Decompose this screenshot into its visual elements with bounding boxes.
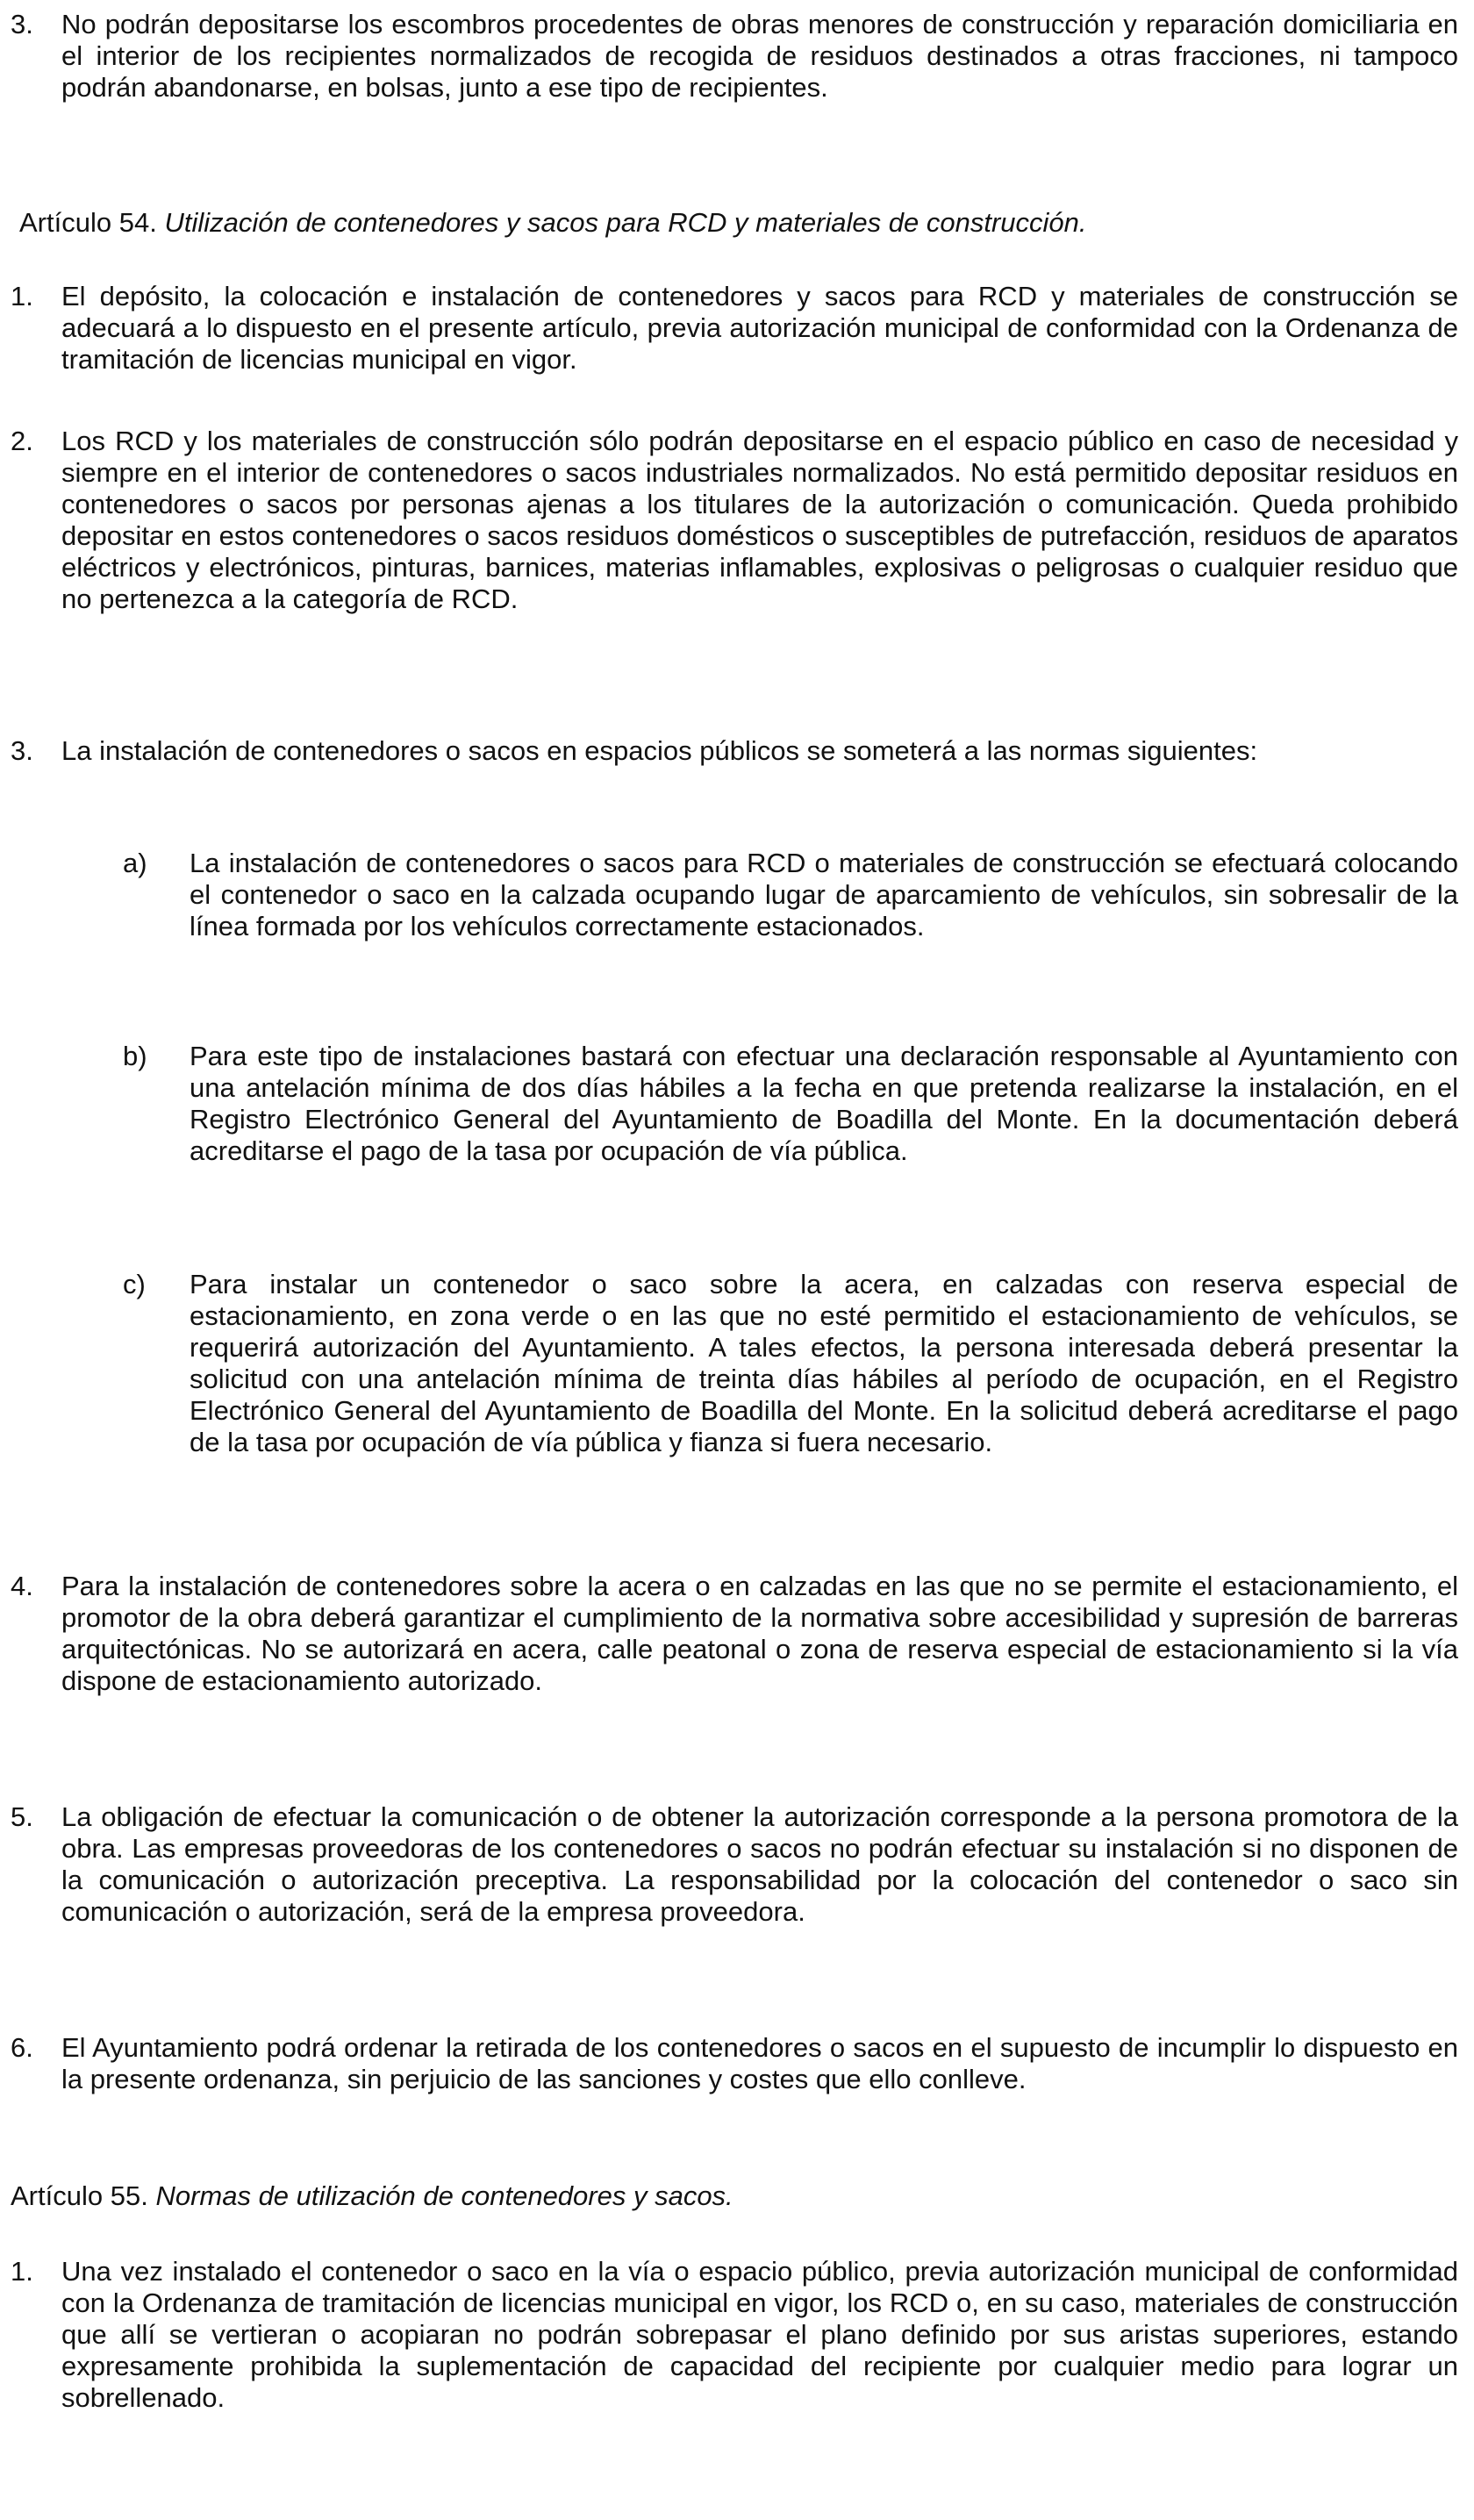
item-number: 1. [11, 2256, 33, 2287]
article-54-subitem-b: Para este tipo de instalaciones bastará con efectuar una declaración responsable al Ayuntamiento con una antelación mínima de dos días hábiles a la fecha en que pretenda realizarse la instalación, en el Registro Electrónico General del Ayuntamiento de Boadilla del Monte. En la documentación deberá acreditarse el pago de la tasa por ocupación de vía pública. [190, 1041, 1458, 1166]
subitem-letter: c) [123, 1269, 146, 1299]
article-54-item-5: La obligación de efectuar la comunicación o de obtener la autorización corresponde a la persona promotora de la obra. Las empresas proveedoras de los contenedores o sacos no podrán efectuar su instalación si no disponen de la comunicación o autorización preceptiva. La responsabilidad por la colocación del contenedor o saco sin comunicación o autorización, será de la empresa proveedora. [61, 1801, 1458, 1927]
article-54-subitem-c: Para instalar un contenedor o saco sobre la acera, en calzadas con reserva especial de estacionamiento, en zona verde o en las que no esté permitido el estacionamiento de vehículos, se requerirá autorización del Ayuntamiento. A tales efectos, la persona interesada deberá presentar la solicitud con una antelación mínima de treinta días hábiles al período de ocupación, en el Registro Electrónico General del Ayuntamiento de Boadilla del Monte. En la solicitud deberá acreditarse el pago de la tasa por ocupación de vía pública y fianza si fuera necesario. [190, 1269, 1458, 1457]
item-number: 3. [11, 9, 33, 39]
item-number: 3. [11, 735, 33, 766]
intro-item-text: No podrán depositarse los escombros procedentes de obras menores de construcción y reparación domiciliaria en el interior de los recipientes normalizados de recogida de residuos destinados a otras fracciones, ni tampoco podrán abandonarse, en bolsas, junto a ese tipo de recipientes. [61, 9, 1458, 103]
article-55-item-1: Una vez instalado el contenedor o saco en la vía o espacio público, previa autorización municipal de conformidad con la Ordenanza de tramitación de licencias municipal en vigor, los RCD o, en su caso, materiales de construcción que allí se vertieran o acopiaran no podrán sobrepasar el plano definido por sus aristas superiores, estando expresamente prohibida la suplementación de capacidad del recipiente por cualquier medio para lograr un sobrellenado. [61, 2256, 1458, 2413]
article-54-item-3: La instalación de contenedores o sacos en espacios públicos se someterá a las normas siguientes: [61, 735, 1258, 766]
article-54-label: Artículo 54. [19, 207, 157, 238]
article-54-subitem-a: La instalación de contenedores o sacos para RCD o materiales de construcción se efectuará colocando el contenedor o saco en la calzada ocupando lugar de aparcamiento de vehículos, sin sobresalir de la línea formada por los vehículos correctamente estacionados. [190, 848, 1458, 941]
subitem-letter: b) [123, 1041, 147, 1071]
item-number: 5. [11, 1801, 33, 1832]
article-55-label: Artículo 55. [11, 2180, 148, 2211]
article-54-item-1: El depósito, la colocación e instalación de contenedores y sacos para RCD y materiales de construcción se adecuará a lo dispuesto en el presente artículo, previa autorización municipal de conformidad con la Ordenanza de tramitación de licencias municipal en vigor. [61, 281, 1458, 375]
article-54-item-6: El Ayuntamiento podrá ordenar la retirada de los contenedores o sacos en el supuesto de incumplir lo dispuesto en la presente ordenanza, sin perjuicio de las sanciones y costes que ello conlleve. [61, 2032, 1458, 2094]
article-54-item-4: Para la instalación de contenedores sobre la acera o en calzadas en las que no se permite el estacionamiento, el promotor de la obra deberá garantizar el cumplimiento de la normativa sobre accesibilidad y supresión de barreras arquitectónicas. No se autorizará en acera, calle peatonal o zona de reserva especial de estacionamiento si la vía dispone de estacionamiento autorizado. [61, 1571, 1458, 1696]
item-number: 4. [11, 1571, 33, 1601]
article-54-item-2: Los RCD y los materiales de construcción sólo podrán depositarse en el espacio público en caso de necesidad y siempre en el interior de contenedores o sacos industriales normalizados. No está permitido depositar residuos en contenedores o sacos por personas ajenas a los titulares de la autorización o comunicación. Queda prohibido depositar en estos contenedores o sacos residuos domésticos o susceptibles de putrefacción, residuos de aparatos eléctricos y electrónicos, pinturas, barnices, materias inflamables, explosivas o peligrosas o cualquier residuo que no pertenezca a la categoría de RCD. [61, 426, 1458, 614]
article-54-heading [19, 207, 1087, 239]
item-number: 6. [11, 2032, 33, 2063]
article-55-heading [11, 2180, 733, 2212]
item-number: 2. [11, 426, 33, 456]
article-54-title: Utilización de contenedores y sacos para RCD y materiales de construcción. [164, 207, 1087, 238]
item-number: 1. [11, 281, 33, 311]
subitem-letter: a) [123, 848, 147, 878]
article-55-title: Normas de utilización de contenedores y sacos. [155, 2180, 733, 2211]
